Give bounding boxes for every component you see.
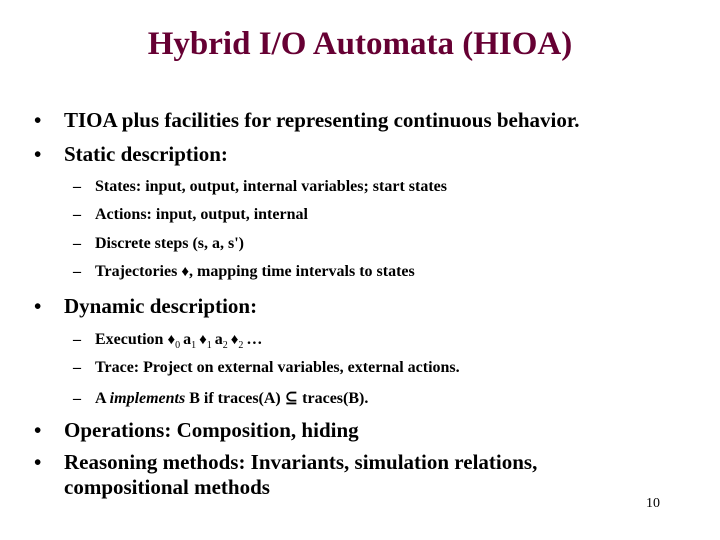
- impl-end: traces(B).: [298, 390, 369, 407]
- bullet-text-continued: compositional methods: [64, 475, 270, 499]
- subscript: 0: [175, 340, 181, 351]
- dash-marker: –: [73, 206, 81, 223]
- sub-item-text: Actions: input, output, internal: [95, 206, 308, 223]
- slide-title: Hybrid I/O Automata (HIOA): [147, 26, 573, 62]
- dash-marker: –: [73, 331, 81, 348]
- bullet-dot: •: [34, 294, 42, 318]
- impl-rest: B if traces(A): [185, 390, 285, 407]
- bullet-static-description: [34, 142, 228, 167]
- bullet-operations: [34, 418, 359, 443]
- sub-item-text: Trajectories: [95, 263, 182, 280]
- sub-item-trace: [73, 359, 460, 377]
- sub-item-actions: [73, 206, 308, 224]
- trajectory-symbol: ♦: [181, 264, 189, 280]
- impl-word: implements: [109, 390, 186, 407]
- subscript: 1: [191, 340, 197, 351]
- subscript: 2: [238, 340, 244, 351]
- subscript: 1: [206, 340, 212, 351]
- bullet-text: Reasoning methods: Invariants, simulation relations,: [64, 450, 538, 474]
- bullet-dot: •: [34, 450, 42, 474]
- bullet-dynamic-description: [34, 294, 257, 319]
- sub-item-execution: [73, 331, 262, 349]
- bullet-dot: •: [34, 142, 42, 166]
- dash-marker: –: [73, 263, 81, 280]
- page-number: 10: [646, 496, 660, 511]
- sub-item-states: [73, 178, 447, 196]
- bullet-text: TIOA plus facilities for representing continuous behavior.: [64, 108, 580, 132]
- ellipsis: …: [246, 331, 263, 348]
- bullet-dot: •: [34, 108, 42, 132]
- action-a: a: [183, 331, 192, 348]
- bullet-tioa: [34, 108, 580, 133]
- sub-item-trajectories: [73, 263, 415, 281]
- dash-marker: –: [73, 359, 81, 376]
- impl-a: A: [95, 390, 110, 407]
- subscript: 2: [222, 340, 228, 351]
- bullet-text: Static description:: [64, 142, 228, 166]
- bullet-reasoning-methods: [34, 450, 537, 500]
- sub-item-text: Discrete steps (s, a, s'): [95, 235, 245, 252]
- trajectory-symbol: ♦: [230, 332, 239, 348]
- trajectory-symbol: ♦: [167, 332, 176, 348]
- sub-item-implements: [73, 388, 368, 408]
- bullet-text: Dynamic description:: [64, 294, 258, 318]
- bullet-text: Operations: Composition, hiding: [64, 418, 359, 442]
- action-a: a: [214, 331, 223, 348]
- bullet-dot: •: [34, 418, 42, 442]
- execution-label: Execution: [95, 331, 168, 348]
- dash-marker: –: [73, 235, 81, 252]
- sub-item-text: States: input, output, internal variables; start states: [95, 178, 447, 195]
- dash-marker: –: [73, 390, 81, 407]
- trajectory-symbol: ♦: [199, 332, 207, 348]
- sub-item-discrete-steps: [73, 235, 244, 253]
- dash-marker: –: [73, 178, 81, 195]
- subset-symbol: ⊆: [284, 390, 299, 407]
- sub-item-text-tail: , mapping time intervals to states: [188, 263, 415, 280]
- sub-item-text: Trace: Project on external variables, external actions.: [95, 359, 460, 376]
